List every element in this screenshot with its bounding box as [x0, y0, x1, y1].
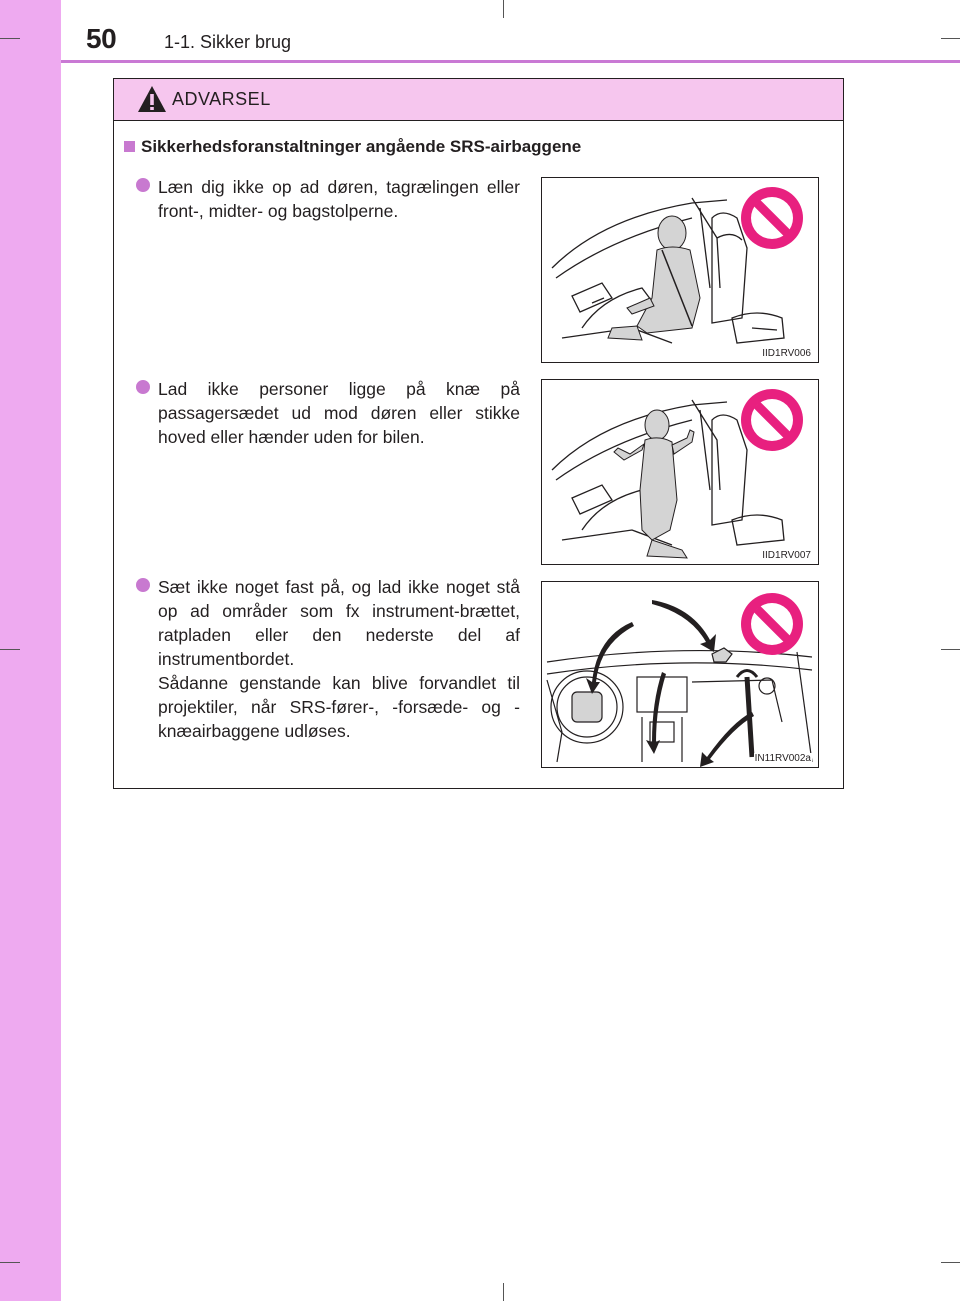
item-paragraph: Læn dig ikke op ad døren, tagrælingen eller front-, midter- og bagstolperne. [158, 177, 520, 221]
crop-mark [941, 649, 960, 650]
item-text [158, 575, 520, 743]
warning-header [114, 79, 843, 121]
figure-code: IID1RV006 [762, 348, 811, 359]
illustration-kneeling-passenger [541, 379, 819, 565]
item-text [158, 377, 520, 449]
prohibition-icon [741, 593, 803, 655]
subsection-heading-text: Sikkerhedsforanstaltninger angående SRS-airbaggene [141, 137, 582, 156]
crop-mark [0, 38, 20, 39]
crop-mark [0, 1262, 20, 1263]
bullet-dot-icon [136, 578, 150, 592]
bullet-dot-icon [136, 178, 150, 192]
page-number: 50 [86, 23, 117, 54]
crop-mark [941, 38, 960, 39]
item-text [158, 175, 520, 223]
item-paragraph: Sådanne genstande kan blive forvandlet til projektiler, når SRS-fører-, -forsæde- og -knæairbaggene udløses. [158, 673, 520, 741]
heading-square-icon [124, 141, 135, 152]
side-tab-strip [0, 0, 61, 1301]
figure-code: IN11RV002a [754, 753, 811, 764]
section-title: 1-1. Sikker brug [164, 32, 292, 52]
illustration-lean-on-door [541, 177, 819, 363]
subsection-heading [124, 137, 581, 157]
warning-item [136, 575, 520, 743]
warning-triangle-icon [137, 85, 167, 113]
crop-mark [941, 1262, 960, 1263]
item-paragraph: Sæt ikke noget fast på, og lad ikke noget stå op ad områder som fx instrument-brættet, ratpladen eller den nederste del af instrumentbordet. [158, 577, 520, 669]
car-interior-leaning-figure [542, 178, 818, 362]
warning-item [136, 377, 520, 449]
bullet-dot-icon [136, 380, 150, 394]
figure-code: IID1RV007 [762, 550, 811, 561]
crop-mark [503, 1283, 504, 1301]
warning-box [113, 78, 844, 789]
header-rule [61, 60, 960, 63]
car-interior-kneeling-figure [542, 380, 818, 564]
prohibition-icon [741, 389, 803, 451]
crop-mark [503, 0, 504, 18]
crop-mark [0, 649, 20, 650]
dashboard-airbag-arrows [542, 582, 818, 767]
illustration-dashboard-projectiles [541, 581, 819, 768]
warning-item [136, 175, 520, 223]
prohibition-icon [741, 187, 803, 249]
warning-title: ADVARSEL [172, 89, 271, 109]
item-paragraph: Lad ikke personer ligge på knæ på passagersædet ud mod døren eller stikke hoved eller hænder uden for bilen. [158, 379, 520, 447]
